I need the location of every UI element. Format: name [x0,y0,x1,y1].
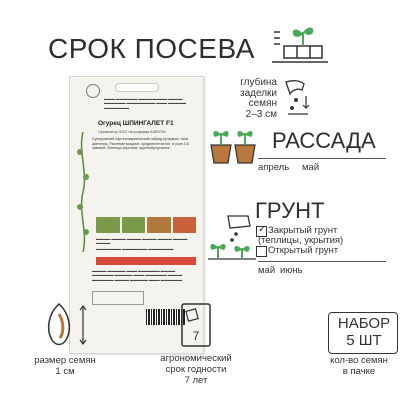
set-count-frame [328,312,398,354]
calendar-packet-icon [176,300,216,350]
seed-count-label: кол-во семян в пачке [330,355,388,377]
packet-photo-strip [96,217,196,233]
grunt-option-open: Открытый грунт [268,245,339,256]
grunt-month-start: май [258,265,276,276]
grunt-option-closed: Закрытый грунт [268,225,338,236]
packet-origin-note: Оригинатор ООО «Агрофирма АЭЛИТА» [98,130,167,134]
check-mark-icon: ✓ [258,224,267,235]
hand-planting-icon [208,212,256,262]
packet-description: Суперранний партенокарпический гибрид пучкового типа цветения. Растение мощное, среднеплетистое, в узле 4-6 завязей. Зеленцы короткие, крупнобугорчатые. [92,137,189,151]
shelf-life-number: 7 [192,329,200,343]
hand-sowing-icon [282,78,312,118]
cucumber-vine-illustration [76,132,90,252]
shelf-life-label: агрономический срок годности 7 лет [160,353,232,386]
packet-product-name: Огурец ШПИНГАЛЕТ F1 [98,120,174,127]
rassada-heading: РАССАДА [272,128,376,153]
set-count-badge: НАБОР 5 ШТ [337,315,391,349]
packet-sowing-note: ▬▬▬▬▬▬▬ ▬▬▬▬▬▬▬ ▬▬▬▬▬▬▬ [96,247,174,251]
packet-info-box [92,291,144,305]
packet-logo [86,84,100,98]
size-arrow-icon [78,304,88,346]
grunt-option-closed-note: (теплицы, укрытия) [258,235,344,246]
rassada-month-start: апрель [258,162,290,173]
seed-icon [42,300,76,348]
packet-red-band [96,257,196,265]
seedling-tray-icon [270,20,330,68]
page-title: СРОК ПОСЕВА [48,33,255,64]
grunt-month-end: июнь [280,265,303,276]
rassada-month-end: май [302,162,320,173]
grunt-heading: ГРУНТ [255,198,325,223]
packet-strip-captions: ▬▬▬▬ ▬▬▬▬ ▬▬▬▬ ▬▬▬▬ ▬▬▬▬ ▬▬▬▬ ▬▬▬▬ [96,237,188,246]
seed-size-label: размер семян 1 см [34,355,96,377]
packet-fine-print: ▬▬▬▬ ▬▬▬▬▬ ▬▬▬ ▬▬▬▬▬▬ ▬▬▬▬ ▬▬▬▬▬▬ ▬▬▬▬▬ ▬▬▬ ▬▬▬▬▬▬ ▬▬▬▬ ▬▬▬▬▬▬ ▬▬▬▬ ▬▬▬▬▬ ▬▬▬ ▬▬▬▬▬▬ [92,269,183,282]
packet-header-text: ▬▬▬ ▬▬▬▬▬▬ ▬▬▬▬▬▬▬▬ ▬▬▬▬ ▬▬▬▬▬▬ ▬▬▬▬▬▬▬▬ ▬▬▬ ▬▬▬▬▬ ▬▬▬▬▬▬▬ [104,97,187,110]
seedling-pots-icon [207,125,259,165]
open-ground-checkbox[interactable] [256,246,267,257]
packet-hang-hole [115,83,159,92]
grunt-timeline [258,261,386,262]
rassada-timeline [258,158,386,159]
depth-text: глубина заделки семян 2–3 см [239,77,277,120]
